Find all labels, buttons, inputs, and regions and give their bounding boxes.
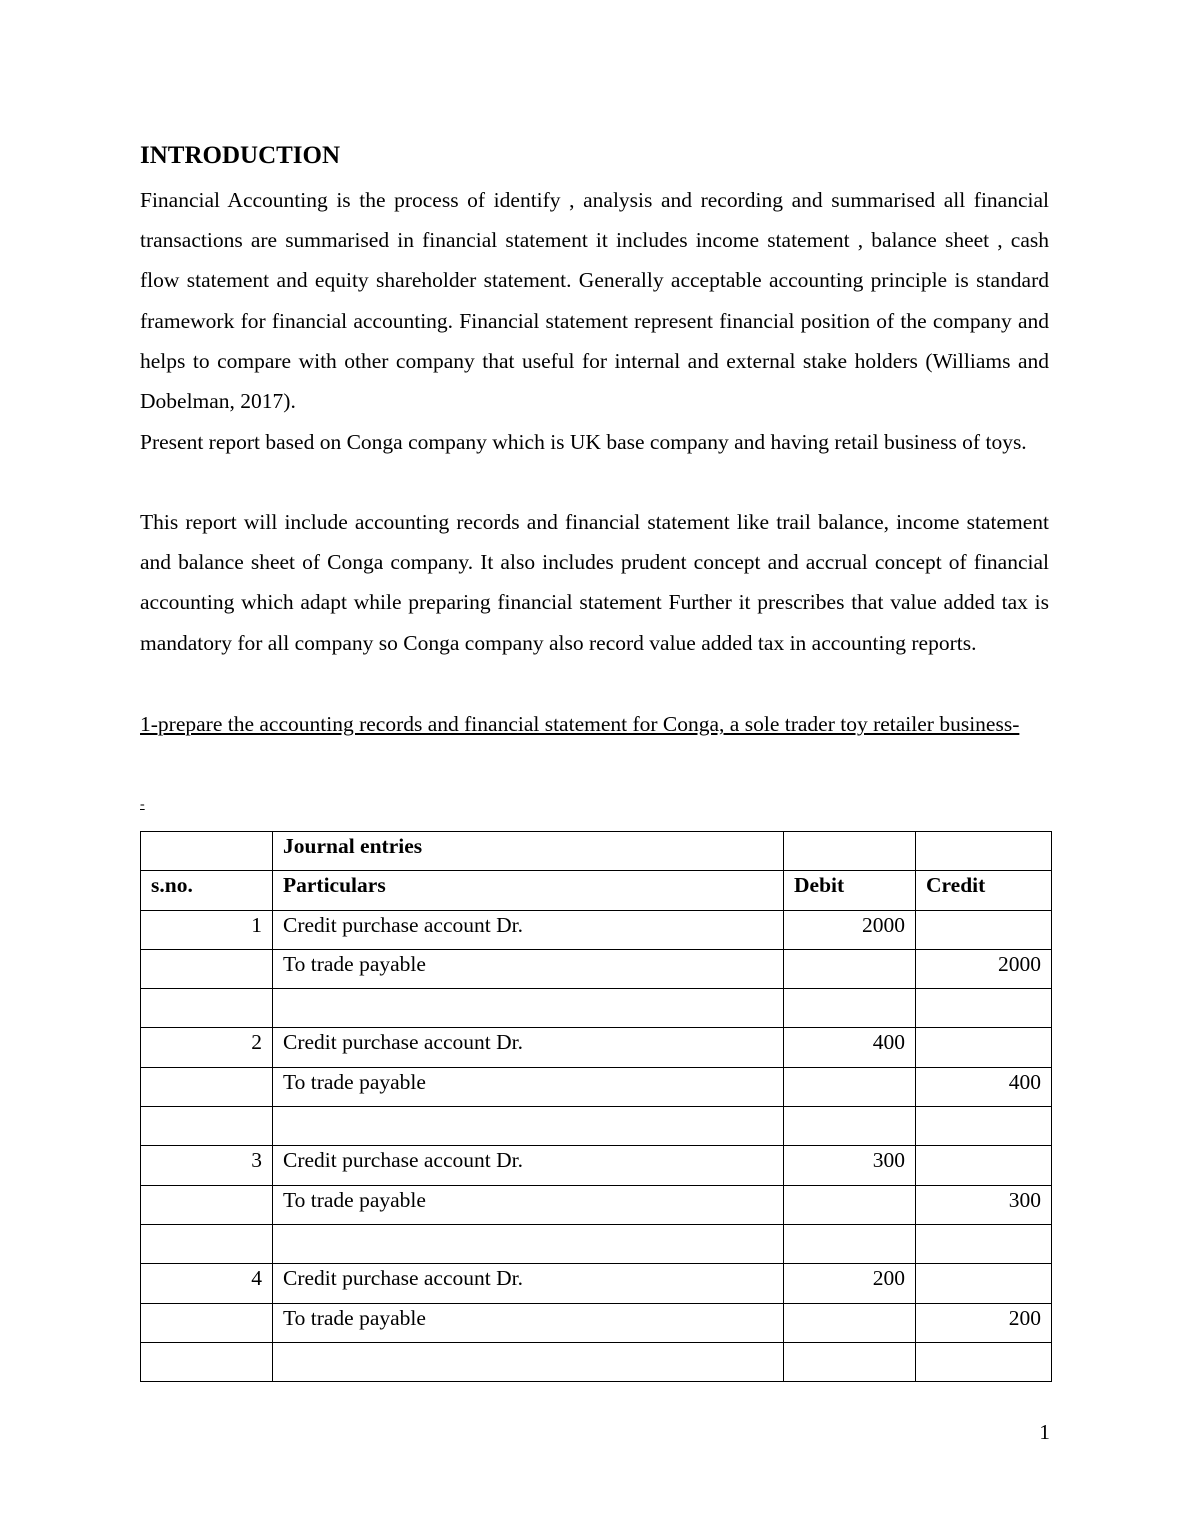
particulars-cell: To trade payable [273,1185,784,1224]
table-row [141,1067,1052,1106]
table-row [141,1028,1052,1067]
sno-cell: 2 [141,1028,273,1067]
sno-cell: 1 [141,910,273,949]
column-header-credit: Credit [916,871,1052,910]
credit-cell: 400 [916,1067,1052,1106]
particulars-cell: To trade payable [273,949,784,988]
debit-cell [784,1342,916,1381]
sno-cell [141,949,273,988]
debit-cell [784,1185,916,1224]
table-row [141,989,1052,1028]
intro-paragraph-2: Present report based on Conga company which is UK base company and having retail business of toys. [140,430,1027,454]
particulars-cell: To trade payable [273,1067,784,1106]
particulars-cell: Credit purchase account Dr. [273,1264,784,1303]
sno-cell [141,1303,273,1342]
debit-cell: 300 [784,1146,916,1185]
credit-cell: 300 [916,1185,1052,1224]
table-cell [916,832,1052,871]
page-number: 1 [1039,1420,1050,1444]
credit-cell [916,1224,1052,1263]
debit-cell [784,1107,916,1146]
table-cell [784,832,916,871]
table-row [141,1264,1052,1303]
debit-cell [784,1303,916,1342]
debit-cell: 2000 [784,910,916,949]
credit-cell [916,989,1052,1028]
table-title: Journal entries [273,832,784,871]
particulars-cell: Credit purchase account Dr. [273,910,784,949]
stray-mark: - [140,797,145,812]
sno-cell [141,1107,273,1146]
column-header-sno: s.no. [141,871,273,910]
credit-cell: 2000 [916,949,1052,988]
particulars-cell [273,1107,784,1146]
table-row [141,910,1052,949]
table-row [141,1303,1052,1342]
particulars-cell: Credit purchase account Dr. [273,1028,784,1067]
sno-cell: 3 [141,1146,273,1185]
section-title: INTRODUCTION [140,142,341,169]
column-header-debit: Debit [784,871,916,910]
sno-cell [141,1185,273,1224]
column-header-particulars: Particulars [273,871,784,910]
sno-cell [141,1067,273,1106]
particulars-cell: To trade payable [273,1303,784,1342]
particulars-cell [273,1224,784,1263]
credit-cell [916,1107,1052,1146]
table-row [141,1342,1052,1381]
table-cell [141,832,273,871]
credit-cell [916,910,1052,949]
table-row [141,949,1052,988]
table-row [141,1146,1052,1185]
credit-cell: 200 [916,1303,1052,1342]
debit-cell [784,989,916,1028]
journal-entries-table [140,831,1052,1382]
credit-cell [916,1028,1052,1067]
table-row [141,1185,1052,1224]
debit-cell: 200 [784,1264,916,1303]
credit-cell [916,1146,1052,1185]
task-heading: 1-prepare the accounting records and financial statement for Conga, a sole trader toy retailer business- [140,712,1020,736]
particulars-cell [273,1342,784,1381]
debit-cell [784,1224,916,1263]
credit-cell [916,1264,1052,1303]
intro-paragraph-1: Financial Accounting is the process of identify , analysis and recording and summarised all financial transactions are summarised in financial statement it includes income statement , balance sheet , cash flow statement and equity shareholder statement. Generally acceptable accounting principle is standard framework for financial accounting. Financial statement represent financial position of the company and helps to compare with other company that useful for internal and external stake holders (Williams and Dobelman, 2017). [140,188,1049,414]
sno-cell [141,1224,273,1263]
debit-cell [784,949,916,988]
sno-cell: 4 [141,1264,273,1303]
table-header-row [141,871,1052,910]
table-row [141,1107,1052,1146]
sno-cell [141,1342,273,1381]
debit-cell: 400 [784,1028,916,1067]
sno-cell [141,989,273,1028]
table-title-row [141,832,1052,871]
particulars-cell: Credit purchase account Dr. [273,1146,784,1185]
intro-paragraph-3: This report will include accounting records and financial statement like trail balance, income statement and balance sheet of Conga company. It also includes prudent concept and accrual concept of financial accounting which adapt while preparing financial statement Further it prescribes that value added tax is mandatory for all company so Conga company also record value added tax in accounting reports. [140,510,1049,655]
credit-cell [916,1342,1052,1381]
particulars-cell [273,989,784,1028]
debit-cell [784,1067,916,1106]
table-row [141,1224,1052,1263]
